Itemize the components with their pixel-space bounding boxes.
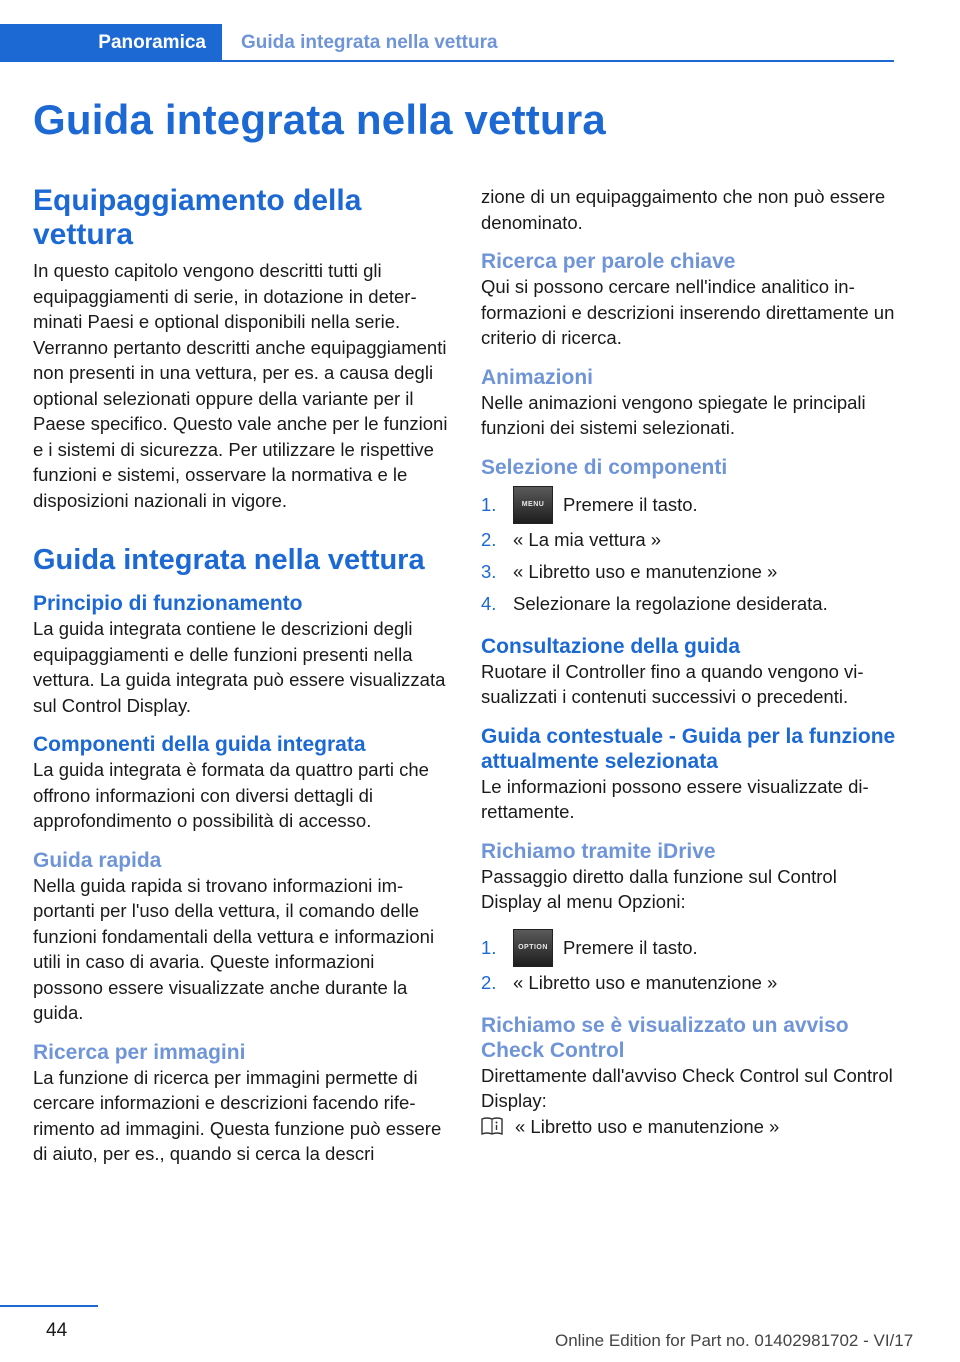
manual-book-icon [481,1116,515,1136]
idrive-text: Passaggio diretto dalla funzione sul Control Display al menu Opzioni: [481,865,837,912]
keyword-text: Qui si possono cercare nell'indice analitico informazioni e descrizioni inserendo direttamente un criterio di ricerca. [481,276,895,348]
principle-heading: Principio di funzionamento [33,592,303,615]
principle-text: La guida integrata contiene le descrizioni degli equipaggiamenti e delle funzioni presenti nella vettura. La guida integrata può essere visualizzata sul Control Display. [33,618,446,716]
select-heading: Selezione di componenti [481,455,728,479]
consult-text: Ruotare il Controller fino a quando vengono visualizzati i contenuti successivi o precedenti. [481,660,864,707]
step-text: « La mia vettura » [513,528,662,550]
edition-note: Online Edition for Part no. 01402981702 - VI/17 [555,1331,914,1350]
breadcrumb: Guida integrata nella vettura [241,32,498,53]
check-control-heading: Richiamo se è visualizzato un avviso Check Control [481,1013,849,1062]
step-text: « Libretto uso e manutenzione » [513,560,778,582]
step-number: 1. [481,936,497,958]
header-rule [222,60,894,62]
context-text: Le informazioni possono essere visualizzate direttamente. [481,775,869,822]
image-search-heading: Ricerca per immagini [33,1040,246,1064]
components-text: La guida integrata è formata da quattro parti che offrono informazioni con diversi dettagli di approfondimento o possibilità di accesso. [33,759,429,831]
select-steps [481,486,897,620]
animations-heading: Animazioni [481,365,594,389]
components-heading: Componenti della guida integrata [33,733,366,756]
image-search-text-cont: zione di un equipaggaimento che non può essere denominato. [481,186,886,233]
check-control-item-text: « Libretto uso e manutenzione » [515,1115,780,1137]
keyword-heading: Ricerca per parole chiave [481,250,736,273]
step-text: « Libretto uso e manutenzione » [513,971,778,993]
list-item [481,929,897,967]
guide-heading: Guida integrata nella vettura [33,544,425,576]
menu-key-icon: MENU [513,486,553,524]
idrive-steps [481,929,897,999]
check-control-item [481,1114,897,1140]
check-control-text: Direttamente dall'avviso Check Control sul Control Display: [481,1064,893,1111]
section-tab-label: Panoramica [98,32,206,53]
section-tab [0,24,222,62]
list-item [481,588,897,620]
consult-heading: Consultazione della guida [481,634,741,658]
image-search-text: La funzione di ricerca per immagini permette di cercare informazioni e descrizioni facendo riferimento ad immagini. Questa funzione può essere di aiuto, per es., quando si cerca la descri [33,1066,442,1164]
equip-text: In questo capitolo vengono descritti tutti gli equipaggiamenti di serie, in dotazione in determinati Paesi e optional disponibili nella serie. Verranno pertanto descritti anche equipaggiamenti non presenti in una vettura, per es. a causa degli optional selezionati oppure della variante per il Paese specifico. Questo vale anche per le funzioni e i sistemi di sicurezza. Per utilizzare le rispettive funzioni e sistemi, osservare la normativa e le disposizioni nazionali in vigore. [33,260,448,511]
step-number: 2. [481,971,497,993]
list-item [481,524,897,556]
context-heading: Guida contestuale - Guida per la funzione attualmente selezionata [481,724,896,773]
right-column [481,184,897,1139]
page-number: 44 [46,1320,68,1341]
page-title: Guida integrata nella vettura [33,96,606,143]
step-text: Selezionare la regolazione desiderata. [513,592,828,614]
step-number: 3. [481,560,497,582]
list-item [481,556,897,588]
list-item [481,967,897,999]
step-text: Premere il tasto. [563,936,698,958]
step-number: 2. [481,528,497,550]
quick-heading: Guida rapida [33,848,162,872]
list-item [481,486,897,524]
step-number: 4. [481,592,497,614]
step-number: 1. [481,493,497,515]
left-column [33,184,449,1167]
quick-text: Nella guida rapida si trovano informazioni importanti per l'uso della vettura, il comando delle funzioni fondamentali della vettura e informazioni utili in caso di avaria. Queste informazioni possono essere visualizzate anche durante la guida. [33,874,435,1023]
animations-text: Nelle animazioni vengono spiegate le principali funzioni dei sistemi selezionati. [481,391,866,438]
step-text: Premere il tasto. [563,493,698,515]
idrive-heading: Richiamo tramite iDrive [481,839,716,863]
equip-heading: Equipaggiamento della vettura [33,184,362,251]
footer-rule [0,1305,98,1307]
option-key-icon: OPTION [513,929,553,967]
